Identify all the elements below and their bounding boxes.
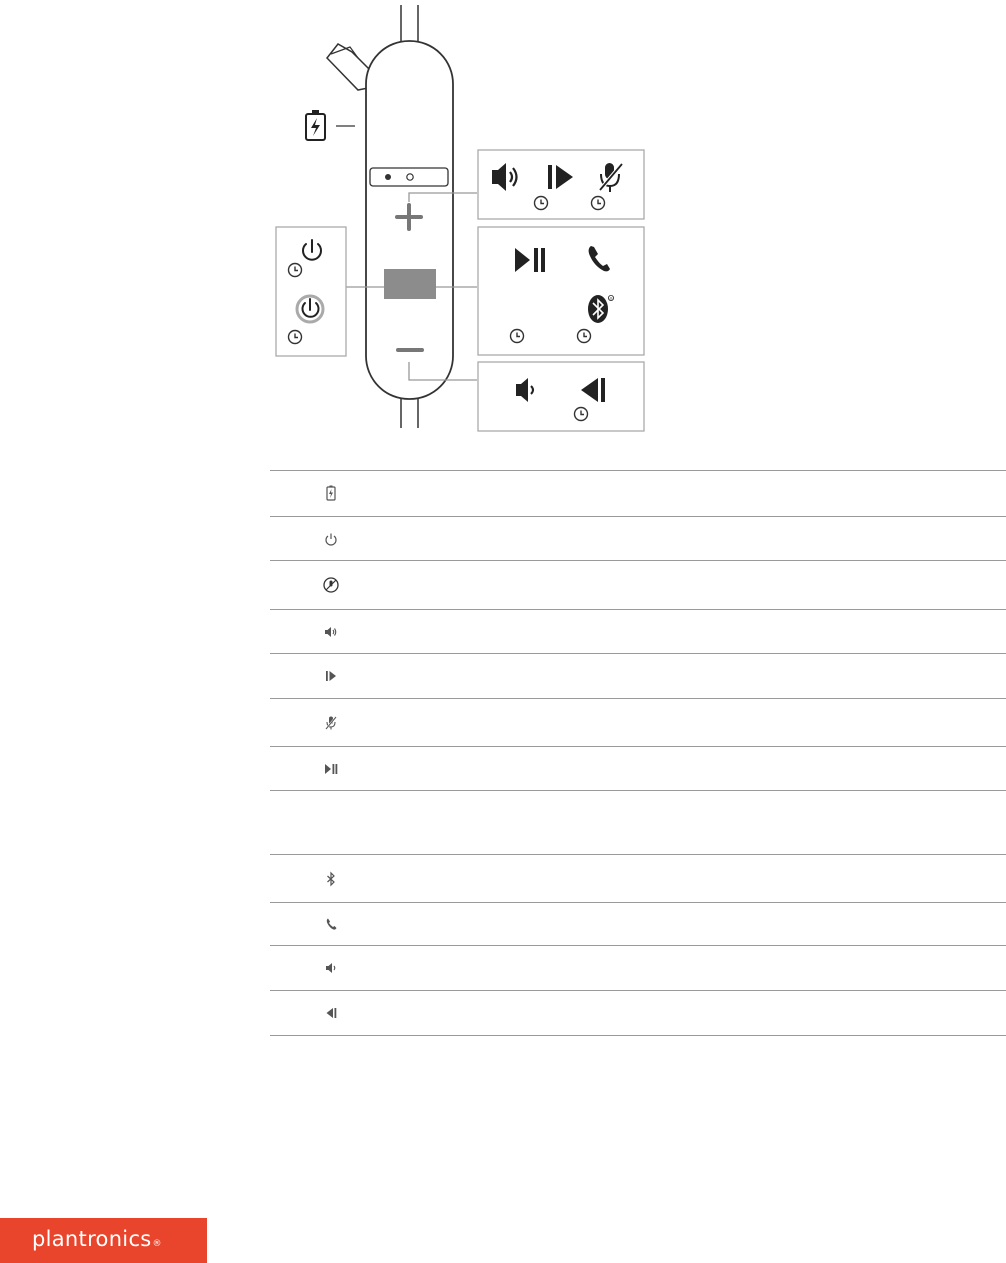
hold-icon: [289, 264, 302, 277]
brand-logo-bar: [0, 1218, 207, 1263]
volume-down-icon: [322, 959, 340, 977]
legend-row: [270, 470, 1006, 517]
brand-logo: [32, 1227, 162, 1251]
hold-icon: [592, 197, 605, 210]
brand-registered-mark: ®: [152, 1239, 162, 1249]
play-call-button[interactable]: [384, 269, 436, 299]
hold-icon: [535, 197, 548, 210]
mute-off-icon: [322, 576, 340, 594]
legend-row: [270, 747, 1006, 791]
battery-charge-icon: [306, 110, 325, 140]
hold-icon: [289, 331, 302, 344]
cable-top: [401, 5, 418, 42]
legend-row: [270, 654, 1006, 699]
battery-charge-icon: [322, 484, 340, 502]
hold-icon: [511, 330, 524, 343]
legend-row: [270, 946, 1006, 991]
play-call-callout-box: [478, 227, 644, 355]
legend-row: [270, 610, 1006, 654]
call-icon: [322, 915, 340, 933]
headset-controls-diagram: [0, 0, 1006, 450]
legend-row: [270, 517, 1006, 561]
legend-row: [270, 991, 1006, 1036]
led-indicator: [385, 174, 391, 180]
brand-logo-text: plantronics: [32, 1227, 152, 1251]
mute-icon: [322, 714, 340, 732]
microphone-port: [407, 174, 413, 180]
legend-row: [270, 699, 1006, 747]
play-pause-icon: [322, 760, 340, 778]
legend-row: [270, 855, 1006, 903]
volume-up-icon: [322, 623, 340, 641]
power-icon: [322, 530, 340, 548]
bluetooth-registered-mark: ®: [609, 296, 613, 301]
volume-down-callout-box: [478, 362, 644, 431]
legend-row: [270, 561, 1006, 610]
legend-row: [270, 791, 1006, 855]
next-track-icon: [322, 667, 340, 685]
bluetooth-icon: [322, 870, 340, 888]
cable-bottom: [401, 395, 418, 428]
hold-icon: [575, 408, 588, 421]
legend-table: [270, 470, 1006, 1036]
legend-row: [270, 903, 1006, 946]
hold-icon: [578, 330, 591, 343]
previous-track-icon: [322, 1004, 340, 1022]
